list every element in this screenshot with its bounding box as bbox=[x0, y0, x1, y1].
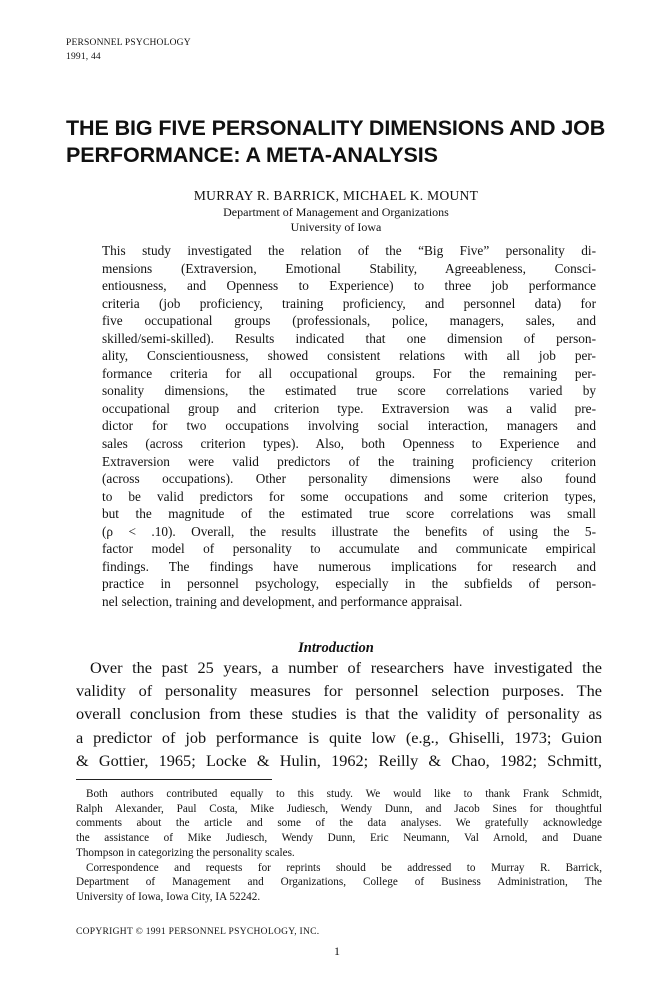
body-line: overall conclusion from these studies is that the validity of personality as bbox=[76, 704, 602, 724]
abstract-line: skilled/semi-skilled). Results indicated that one dimension of person- bbox=[102, 330, 596, 346]
affiliation-university: University of Iowa bbox=[290, 220, 382, 234]
section-heading-introduction: Introduction bbox=[298, 640, 374, 657]
abstract-line: to be valid predictors for some occupations and some criterion types, bbox=[102, 488, 596, 504]
footnote-line: Thompson in categorizing the personality scales. bbox=[76, 846, 295, 859]
body-line: a predictor of job performance is quite low (e.g., Ghiselli, 1973; Guion bbox=[76, 727, 602, 747]
abstract-line: criteria (job proficiency, training proficiency, and personnel data) for bbox=[102, 295, 596, 311]
abstract-line: occupational group and criterion type. Extraversion was a valid pre- bbox=[102, 400, 596, 416]
abstract-line: formance criteria for all occupational groups. For the remaining per- bbox=[102, 365, 596, 381]
abstract-line: findings. The findings have numerous implications for research and bbox=[102, 558, 596, 574]
author-names: MURRAY R. BARRICK, MICHAEL K. MOUNT bbox=[193, 188, 479, 203]
abstract-line: (ρ < .10). Overall, the results illustrate the benefits of using the 5- bbox=[102, 523, 596, 539]
introduction-body bbox=[76, 656, 602, 772]
abstract-line: factor model of personality to accumulate and communicate empirical bbox=[102, 541, 596, 557]
footnote-line: Both authors contributed equally to this study. We would like to thank Frank Schmidt, bbox=[86, 788, 602, 800]
journal-header bbox=[66, 36, 191, 64]
footnote-divider bbox=[76, 779, 272, 780]
abstract-line: Extraversion were valid predictors of the training proficiency criterion bbox=[102, 453, 596, 469]
abstract-line: This study investigated the relation of the “Big Five” personality di- bbox=[102, 243, 596, 258]
abstract-line: practice in personnel psychology, especially in the subfields of person- bbox=[102, 576, 596, 592]
page-number: 1 bbox=[334, 944, 340, 958]
journal-name: PERSONNEL PSYCHOLOGY bbox=[66, 38, 191, 48]
article-title bbox=[66, 115, 646, 169]
copyright-notice: COPYRIGHT © 1991 PERSONNEL PSYCHOLOGY, INC. bbox=[76, 927, 320, 937]
footnote bbox=[76, 787, 602, 905]
abstract-line: entiousness, and Openness to Experience) to three job performance bbox=[102, 278, 596, 294]
title-line: THE BIG FIVE PERSONALITY DIMENSIONS AND JOB bbox=[66, 116, 606, 140]
abstract-line: sonality dimensions, the estimated true score correlations varied by bbox=[102, 383, 596, 399]
abstract-line: nel selection, training and development, and performance appraisal. bbox=[102, 593, 463, 609]
abstract-line: dictor for two occupations involving social interaction, managers and bbox=[102, 418, 596, 434]
abstract-line: (across occupations). Other personality dimensions were also found bbox=[102, 471, 596, 487]
abstract-line: ality, Conscientiousness, showed consistent relations with all job per- bbox=[102, 348, 596, 364]
footnote-line: Correspondence and requests for reprints should be addressed to Murray R. Barrick, bbox=[86, 861, 602, 874]
abstract-line: but the magnitude of the estimated true score correlations was small bbox=[102, 506, 596, 522]
affiliation-department: Department of Management and Organizations bbox=[223, 205, 449, 219]
body-line: validity of personality measures for personnel selection purposes. The bbox=[76, 681, 602, 701]
footnote-line: the assistance of Mike Judiesch, Wendy Dunn, Eric Neumann, Val Arnold, and Duane bbox=[76, 832, 602, 845]
footnote-line: Department of Management and Organizations, College of Business Administration, The bbox=[76, 876, 602, 889]
abstract-line: mensions (Extraversion, Emotional Stability, Agreeableness, Consci- bbox=[102, 260, 596, 276]
author-affiliation bbox=[66, 205, 606, 235]
abstract bbox=[102, 242, 596, 610]
body-line: & Gottier, 1965; Locke & Hulin, 1962; Reilly & Chao, 1982; Schmitt, bbox=[76, 750, 602, 770]
footnote-line: Ralph Alexander, Paul Costa, Mike Judiesch, Wendy Dunn, and Jacob Sines for thoughtful bbox=[76, 802, 602, 815]
footnote-line: comments about the article and some of the data analyses. We gratefully acknowledge bbox=[76, 817, 602, 830]
footnote-line: University of Iowa, Iowa City, IA 52242. bbox=[76, 890, 261, 903]
body-line: Over the past 25 years, a number of researchers have investigated the bbox=[90, 658, 602, 677]
abstract-line: sales (across criterion types). Also, both Openness to Experience and bbox=[102, 436, 596, 452]
journal-volume: 1991, 44 bbox=[66, 52, 101, 62]
abstract-line: five occupational groups (professionals, police, managers, sales, and bbox=[102, 313, 596, 329]
title-line: PERFORMANCE: A META-ANALYSIS bbox=[66, 143, 438, 167]
